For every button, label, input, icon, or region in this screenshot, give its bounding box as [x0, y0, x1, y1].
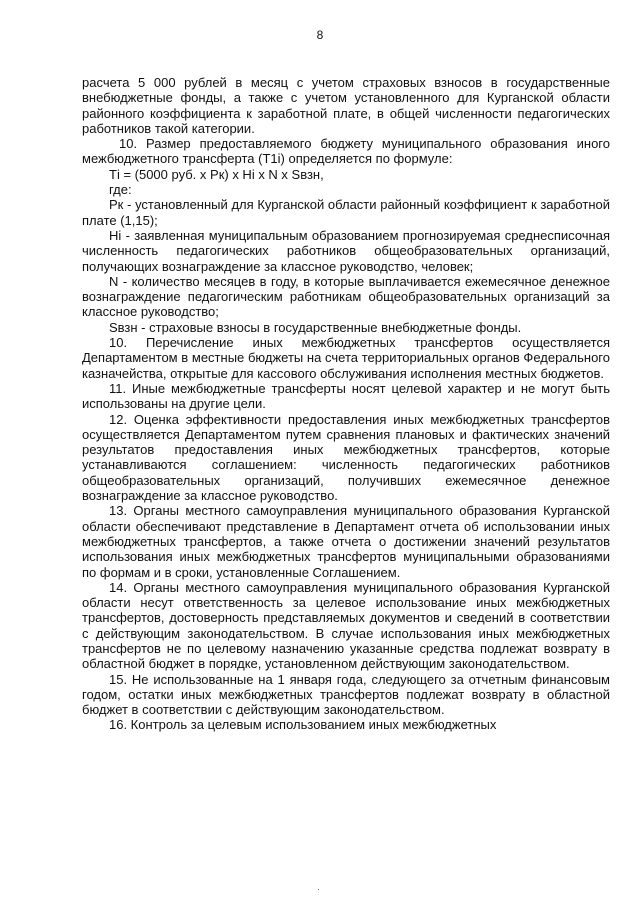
document-body	[82, 75, 610, 733]
paragraph-16: 16. Контроль за целевым использованием иных межбюджетных	[109, 717, 497, 733]
paragraph-14: 14. Органы местного самоуправления муниципального образования Курганской области несут ответственность за целевое использование иных межбюджетных трансфертов, достоверность представляемых документов и сведений в соответствии с действующим законодательством. В случае использования иных межбюджетных трансфертов не по целевому назначению указанные средства подлежат возврату в областной бюджет в порядке, установленном действующим законодательством.	[82, 579, 610, 672]
page-number: 8	[316, 28, 324, 42]
scan-artifact	[318, 889, 319, 890]
definition-rk: Рк - установленный для Курганской области районный коэффициент к заработной плате (1,15);	[82, 197, 610, 228]
formula: Тi = (5000 руб. х Рк) х Нi х N х Sвзн,	[109, 166, 324, 182]
paragraph-15: 15. Не использованные на 1 января года, следующего за отчетным финансовым годом, остатки иных межбюджетных трансфертов подлежат возврату в областной бюджет в соответствии с действующим законодательством.	[82, 671, 610, 718]
paragraph-10-transfer: 10. Перечисление иных межбюджетных трансфертов осуществляется Департаментом в местные бюджеты на счета территориальных органов Федерального казначейства, открытые для кассового обслуживания исполнения местных бюджетов.	[82, 335, 610, 381]
formula-where: где:	[109, 182, 132, 198]
definition-hi: Нi - заявленная муниципальным образованием прогнозируемая среднесписочная численность педагогических работников общеобразовательных организаций, получающих вознаграждение за классное руководство, человек;	[82, 227, 610, 274]
paragraph-intro: расчета 5 000 рублей в месяц с учетом страховых взносов в государственные внебюджетные фонды, а также с учетом установленного для Курганской области районного коэффициента к заработной плате, в общей численности педагогических работников такой категории.	[82, 75, 610, 136]
paragraph-12: 12. Оценка эффективности предоставления иных межбюджетных трансфертов осуществляется Департаментом путем сравнения плановых и фактических значений результатов предоставления иных межбюджетных трансфертов, которые устанавливаются соглашением: численность педагогических работников общеобразовательных организаций, получивших ежемесячное денежное вознаграждение за классное руководство.	[82, 411, 610, 504]
definition-svzn: Sвзн - страховые взносы в государственные внебюджетные фонды.	[109, 319, 522, 335]
paragraph-13: 13. Органы местного самоуправления муниципального образования Курганской области обеспечивают представление в Департамент отчета об использовании иных межбюджетных трансфертов, а также отчета о достижении значений результатов использования иных межбюджетных трансфертов муниципальными образованиями по формам и в сроки, установленные Соглашением.	[82, 503, 610, 580]
definition-n: N - количество месяцев в году, в которые выплачивается ежемесячное денежное вознаграждение педагогическим работникам общеобразовательных организаций за классное руководство;	[82, 273, 610, 320]
paragraph-11: 11. Иные межбюджетные трансферты носят целевой характер и не могут быть использованы на другие цели.	[82, 380, 610, 412]
paragraph-10-size: 10. Размер предоставляемого бюджету муниципального образования иного межбюджетного трансферта (Т1i) определяется по формуле:	[82, 136, 610, 167]
